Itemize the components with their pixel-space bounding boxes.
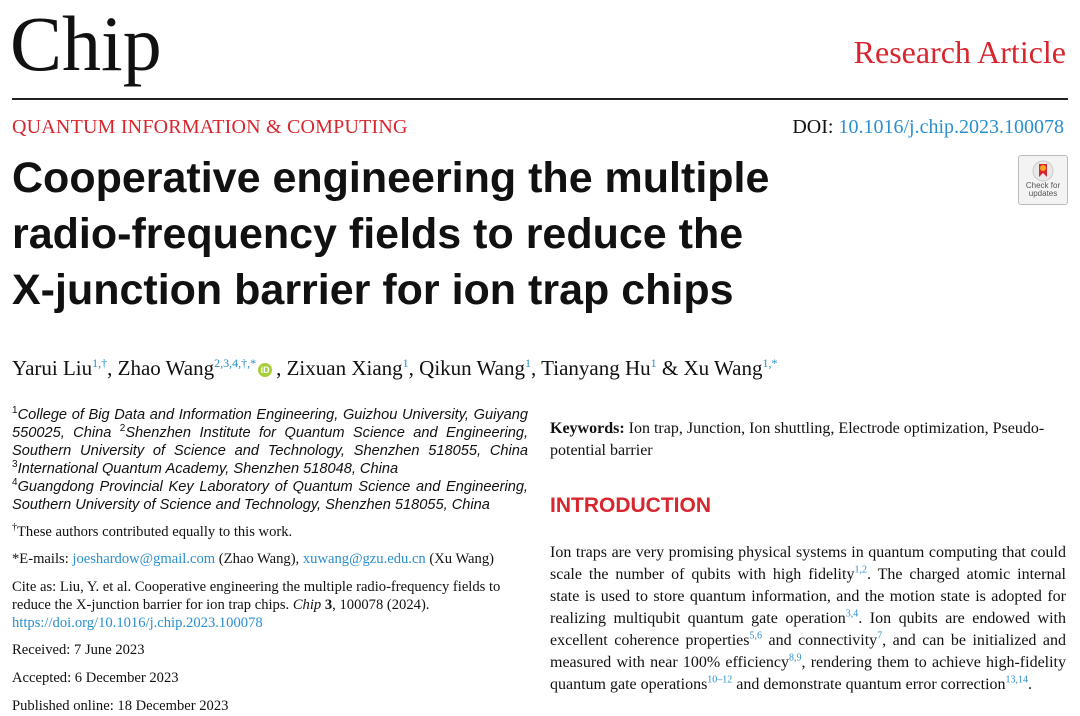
- affil-sup: 1: [12, 405, 18, 417]
- citation-ref[interactable]: 5,6: [749, 630, 763, 642]
- author-affil-sup: 1,*: [762, 356, 778, 370]
- citation-rest: , 100078 (2024).: [332, 597, 430, 613]
- check-for-updates-badge[interactable]: [1018, 155, 1068, 205]
- author-affil-sup: 1: [650, 356, 657, 370]
- citation-volume: 3: [324, 597, 333, 613]
- email-label: *E-mails:: [12, 551, 73, 567]
- author-name[interactable]: Zhao Wang: [117, 356, 215, 380]
- citation-ref[interactable]: 3,4: [845, 608, 859, 620]
- section-heading: INTRODUCTION: [550, 494, 711, 517]
- affil-text: Guangdong Provincial Key Laboratory of Quantum Science and Engineering, Southern University of Science and Technology, Shenzhen 518055, China: [12, 479, 528, 513]
- body-text: .: [1028, 676, 1033, 693]
- keywords-text: Ion trap, Junction, Ion shuttling, Electrode optimization, Pseudo-potential barrier: [550, 420, 1045, 459]
- keywords: [550, 418, 1066, 462]
- author-name[interactable]: Zixuan Xiang: [286, 356, 403, 380]
- author-name[interactable]: Tianyang Hu: [541, 356, 651, 380]
- header-rule: [12, 98, 1068, 100]
- email-line: [12, 550, 494, 568]
- body-text: . Ion qubits are endowed with excellent coherence properties: [550, 610, 1067, 649]
- received-date: Received: 7 June 2023: [12, 642, 145, 658]
- check-updates-line1: Check for: [1025, 181, 1061, 190]
- dagger-sup: †: [12, 522, 17, 534]
- body-text: and connectivity: [762, 632, 878, 649]
- author-affil-sup: 2,3,4,†,*: [214, 356, 257, 370]
- section-label: QUANTUM INFORMATION & COMPUTING: [12, 116, 408, 138]
- affiliations: [12, 406, 528, 514]
- author-affil-sup: 1: [402, 356, 409, 370]
- email-link[interactable]: joeshardow@gmail.com: [72, 551, 216, 567]
- affil-sup: 3: [12, 459, 18, 471]
- email-owner: (Xu Wang): [425, 551, 494, 567]
- body-text: , and can be initialized and measured with near 100% efficiency: [550, 632, 1067, 671]
- email-owner: (Zhao Wang),: [215, 551, 303, 567]
- orcid-icon[interactable]: iD: [258, 363, 272, 377]
- citation-ref[interactable]: 8,9: [789, 652, 802, 664]
- author-affil-sup: 1,†: [92, 356, 108, 370]
- author-name[interactable]: Qikun Wang: [419, 356, 526, 380]
- intro-paragraph: [550, 542, 1066, 696]
- check-updates-line2: updates: [1028, 189, 1058, 198]
- article-title: [12, 150, 992, 318]
- author-name[interactable]: Yarui Liu: [12, 356, 93, 380]
- author-affil-sup: 1: [525, 356, 532, 370]
- body-text: and demonstrate quantum error correction: [732, 676, 1006, 693]
- published-date: Published online: 18 December 2023: [12, 698, 229, 714]
- body-text: , rendering them to achieve high-fidelity quantum gate operations: [550, 654, 1067, 693]
- doi-label: DOI:: [792, 116, 834, 138]
- title-line: Cooperative engineering the multiple: [12, 154, 770, 202]
- affil-text: International Quantum Academy, Shenzhen 518048, China: [17, 461, 399, 477]
- title-line: X-junction barrier for ion trap chips: [12, 266, 734, 314]
- citation: [12, 578, 528, 632]
- journal-name: Chip: [10, 0, 162, 87]
- citation-text: Cite as: Liu, Y. et al. Cooperative engineering the multiple radio-frequency fields to reduce the X-junction barrier for ion trap chips.: [12, 579, 501, 613]
- equal-contribution-note: [12, 523, 292, 541]
- citation-url[interactable]: https://doi.org/10.1016/j.chip.2023.100078: [12, 615, 263, 631]
- keywords-label: Keywords:: [550, 420, 625, 437]
- citation-journal: Chip: [292, 597, 322, 613]
- doi: [792, 116, 1064, 139]
- bookmark-icon: [1032, 160, 1054, 182]
- equal-contribution-text: These authors contributed equally to this work.: [17, 524, 293, 540]
- email-link[interactable]: xuwang@gzu.edu.cn: [302, 551, 426, 567]
- affil-sup: 2: [119, 423, 126, 435]
- affil-text: Shenzhen Institute for Quantum Science and Engineering, Southern University of Science and Technology, Shenzhen 518055, China: [12, 425, 528, 459]
- title-line: radio-frequency fields to reduce the: [12, 210, 744, 258]
- affil-text: College of Big Data and Information Engineering, Guizhou University, Guiyang 550025, China: [12, 407, 528, 441]
- citation-ref[interactable]: 10–12: [707, 674, 733, 686]
- citation-ref[interactable]: 13,14: [1005, 674, 1029, 686]
- doi-link[interactable]: 10.1016/j.chip.2023.100078: [838, 116, 1064, 138]
- body-text: . The charged atomic internal state is used to store quantum information, and the motion state is adopted for realizing multiqubit quantum gate operation: [550, 566, 1066, 627]
- affil-sup: 4: [12, 477, 18, 489]
- citation-ref[interactable]: 7: [877, 630, 883, 642]
- author-list: Yarui Liu$^{1,\dagger}$, Zhao Wang$^{2,3,4,\dagger,*}$iD , Zixuan Xiang$^1$, Qikun Wang$^1$, Tianyang Hu$^1$ & Xu Wang$^{1,*}$: [12, 356, 778, 380]
- article-type: Research Article: [853, 34, 1066, 70]
- citation-ref[interactable]: 1,2: [854, 564, 867, 576]
- body-text: Ion traps are very promising physical systems in quantum computing that could scale the number of qubits with high fidelity: [550, 544, 1066, 583]
- accepted-date: Accepted: 6 December 2023: [12, 670, 179, 686]
- author-name[interactable]: Xu Wang: [683, 356, 763, 380]
